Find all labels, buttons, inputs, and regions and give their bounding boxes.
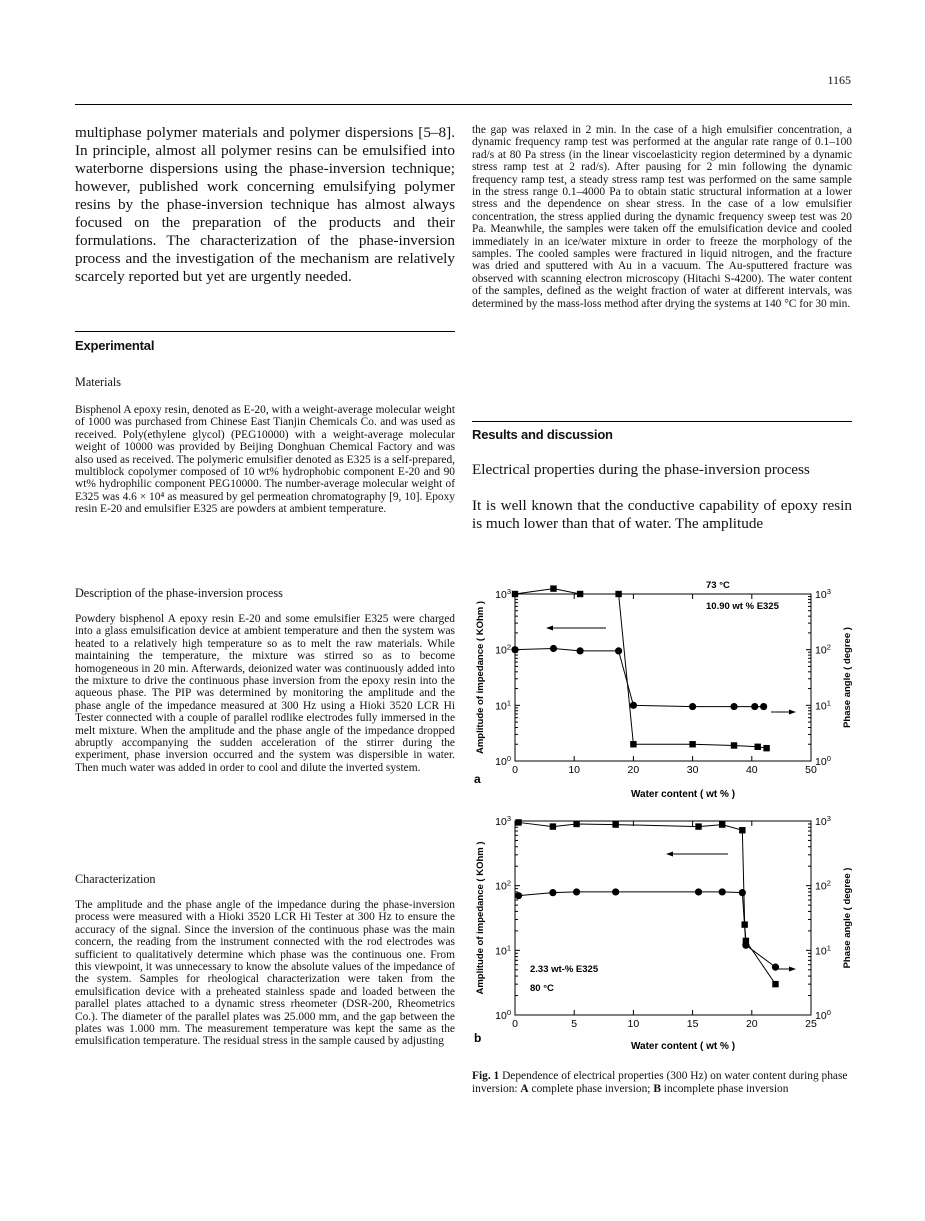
panel-b-annotation: 80 °C	[530, 983, 554, 994]
panel-b-y-axis-label-right: Phase angle ( degree )	[842, 867, 853, 969]
panel-a-data-point-circle	[760, 703, 767, 710]
panel-a-x-tick-label: 10	[568, 764, 581, 776]
panel-b-data-point-square	[772, 981, 778, 987]
characterization-paragraph: The amplitude and the phase angle of the impedance during the phase-inversion process were measured with a Hioki 3520 LCR Hi Tester at 300 Hz to ensure the accuracy of the signal. Since the inversion of the continuous phase was the main concern, the reading from the instrument connected with the rod electrodes was sufficient to qualitatively determine which phase was the continuous one. From this viewpoint, it was unnecessary to know the absolute values of the impedance of the system. Samples for rheological characterization were taken from the emulsification device with a preheated stainless spade and loaded between the parallel plates attached to a dynamic stress rheometer (DSR-200, Rheometrics Co.). The diameter of the parallel plates was 25.000 mm, and the gap between the plates was 1.000 mm. The measurement temperature was kept the same as the emulsification temperature. The residual stress in the sample caused by adjusting	[75, 899, 455, 1048]
panel-a-data-point-circle	[751, 703, 758, 710]
section-rule-results	[472, 421, 852, 422]
panel-a-data-point-circle	[730, 703, 737, 710]
electrical-heading: Electrical properties during the phase-inversion process	[472, 461, 810, 478]
panel-b-data-point-square	[719, 821, 725, 827]
panel-b-data-point-square	[550, 823, 556, 829]
panel-a-y-tick-label-right: $10^2$	[815, 642, 831, 657]
panel-a-annotation: 10.90 wt % E325	[706, 601, 779, 612]
panel-b-y-tick-label-left: $10^3$	[495, 814, 511, 828]
panel-a-data-point-circle	[689, 703, 696, 710]
panel-b-x-tick-label: 15	[686, 1018, 699, 1030]
panel-b-y-tick-label-left: $10^2$	[495, 878, 511, 893]
panel-a-x-tick-label: 30	[686, 764, 699, 776]
panel-b-data-point-circle	[549, 889, 556, 896]
materials-paragraph: Bisphenol A epoxy resin, denoted as E-20, with a weight-average molecular weight of 1000 was purchased from Chinese East Tianjin Chemicals Co. and was used as received. Poly(ethylene glycol) (PEG10000) with a weight-average molecular weight of 10000 was provided by Beijing Donghuan Chemical Factory and was also used as received. The polymeric emulsifier denoted as E325 is a self-prepared, multiblock copolymer composed of 10 wt% hydrophobic component E-20 and 90 wt% hydrophilic component PEG10000. The number-average molecular weight of E325 was 4.6 × 10⁴ as measured by gel permeation chromatography [9, 10]. Epoxy resin E-20 and emulsifier E325 are powders at ambient temperature.	[75, 404, 455, 516]
panel-a-series-square-line	[515, 589, 767, 749]
caption-a-text: complete phase inversion;	[531, 1083, 651, 1096]
panel-b-arrow-left-head	[666, 852, 673, 857]
panel-b-data-point-square	[739, 827, 745, 833]
characterization-heading: Characterization	[75, 872, 156, 886]
panel-b-data-point-circle	[695, 888, 702, 895]
panel-a-y-tick-label-right: $10^1$	[815, 698, 831, 713]
panel-b-x-tick-label: 0	[512, 1018, 518, 1030]
panel-a-arrow-right-head	[789, 710, 796, 715]
page-number: 1165	[827, 73, 851, 87]
panel-a-data-point-square	[615, 591, 621, 597]
panel-b-x-axis-label: Water content ( wt % )	[630, 1041, 736, 1052]
figure-1	[466, 572, 866, 1060]
panel-b-x-tick-label: 5	[571, 1018, 578, 1030]
header-rule	[75, 104, 852, 105]
panel-a-y-tick-label-right: $10^3$	[815, 587, 831, 601]
panel-a-y-tick-label-right: $10^0$	[815, 754, 831, 768]
panel-a-y-axis-label-left: Amplitude of impedance ( KOhm )	[475, 600, 486, 755]
panel-a-y-tick-label-left: $10^2$	[495, 642, 511, 657]
panel-b-series-circle-line	[519, 892, 776, 967]
panel-a-x-tick-label: 50	[805, 764, 817, 776]
panel-a-panel-label: a	[474, 772, 481, 786]
panel-b-y-tick-label-left: $10^0$	[495, 1008, 511, 1022]
description-paragraph: Powdery bisphenol A epoxy resin E-20 and some emulsifier E325 were charged into a glass emulsification device at ambient temperature and then the system was heated to a relatively high temperature so as to melt the raw materials. While maintaining the temperature, the mixture was stirred so as to become homogeneous in 20 min. Afterwards, deionized water was continuously added into the mixture to drive the continuous phase inversion from the epoxy resin into the aqueous phase. The PIP was determined by monitoring the amplitude and the phase angle of the impedance measured at 300 Hz using a Hioki 3520 LCR Hi Tester connected with a couple of parallel rodlike electrodes fully immersed in the melt mixture. When the amplitude and the phase angle of the impedance dropped abruptly accompanying the sudden acceleration of the stirrer during the experiment, phase inversion occurred and the system was dispersible in water. Then much water was added in order to cool and dilute the inverted system.	[75, 613, 455, 774]
experimental-heading: Experimental	[75, 338, 155, 353]
panel-a-data-point-square	[550, 585, 556, 591]
panel-b-data-point-circle	[719, 888, 726, 895]
intro-paragraph: multiphase polymer materials and polymer dispersions [5–8]. In principle, almost all polymer resins can be emulsified into waterborne dispersions using the phase-inversion technique; however, published work concerning emulsifying polymer resins by the phase-inversion technique has almost always focused on the preparation of the products and their formulations. The characterization of the phase-inversion process and the investigation of the mechanism are relatively scarcely reported but yet are urgently needed.	[75, 124, 455, 285]
panel-b-data-point-circle	[772, 964, 779, 971]
panel-a-data-point-circle	[550, 645, 557, 652]
panel-b-y-tick-label-right: $10^2$	[815, 878, 831, 893]
panel-a-data-point-square	[630, 741, 636, 747]
caption-b-label: B	[653, 1083, 661, 1096]
section-rule-experimental	[75, 331, 455, 332]
panel-b-y-tick-label-left: $10^1$	[495, 943, 511, 958]
panel-a-data-point-square	[755, 744, 761, 750]
electrical-paragraph: It is well known that the conductive capability of epoxy resin is much lower than that of water. The amplitude	[472, 497, 852, 532]
panel-a-data-point-circle	[615, 647, 622, 654]
caption-label: Fig. 1	[472, 1070, 500, 1082]
caption-b-text: incomplete phase inversion	[663, 1083, 789, 1096]
panel-b-y-tick-label-right: $10^3$	[815, 814, 831, 828]
panel-b-data-point-circle	[612, 888, 619, 895]
panel-b-x-tick-label: 10	[627, 1018, 640, 1030]
panel-a-annotation: 73 °C	[706, 580, 730, 591]
panel-a-x-tick-label: 0	[512, 764, 518, 776]
panel-b-data-point-circle	[573, 888, 580, 895]
panel-b-data-point-square	[515, 819, 521, 825]
figure-caption	[472, 1070, 852, 1096]
panel-b-data-point-circle	[739, 889, 746, 896]
panel-b-annotation: 2.33 wt-% E325	[530, 964, 599, 975]
panel-a-data-point-circle	[577, 647, 584, 654]
panel-b-series-square-line	[519, 822, 776, 984]
panel-b-plot-frame	[515, 821, 811, 1015]
panel-b-x-tick-label: 20	[745, 1018, 758, 1030]
panel-b-data-point-square	[573, 821, 579, 827]
panel-b-y-tick-label-right: $10^0$	[815, 1008, 831, 1022]
caption-a-label: A	[520, 1083, 529, 1096]
panel-b-x-tick-label: 25	[805, 1018, 817, 1030]
panel-a-x-tick-label: 40	[745, 764, 758, 776]
description-heading: Description of the phase-inversion process	[75, 586, 283, 600]
panel-a-data-point-circle	[630, 702, 637, 709]
panel-b-data-point-square	[695, 823, 701, 829]
panel-b-y-axis-label-left: Amplitude of impedance ( KOhm )	[475, 841, 486, 995]
panel-a-series-circle-line	[515, 648, 764, 706]
panel-a-data-point-circle	[511, 646, 518, 653]
panel-a-y-tick-label-left: $10^3$	[495, 587, 511, 601]
panel-b-arrow-right-head	[789, 967, 796, 972]
panel-b-y-tick-label-right: $10^1$	[815, 943, 831, 958]
panel-a-data-point-square	[577, 591, 583, 597]
panel-a-data-point-square	[689, 741, 695, 747]
panel-b-data-point-circle	[742, 942, 749, 949]
panel-a-arrow-left-head	[546, 626, 553, 631]
panel-a-data-point-square	[731, 742, 737, 748]
panel-a-data-point-square	[763, 745, 769, 751]
caption-text: Dependence of electrical properties (300 Hz) on water content during phase inversion:	[472, 1070, 848, 1096]
panel-a-data-point-square	[512, 591, 518, 597]
panel-a-y-tick-label-left: $10^1$	[495, 698, 511, 713]
panel-a-x-axis-label: Water content ( wt % )	[630, 789, 736, 800]
panel-a-y-tick-label-left: $10^0$	[495, 754, 511, 768]
panel-a-x-tick-label: 20	[627, 764, 640, 776]
results-heading: Results and discussion	[472, 427, 613, 442]
continued-paragraph: the gap was relaxed in 2 min. In the case of a high emulsifier concentration, a dynamic frequency ramp test was performed at the angular rate range of 0.1–100 rad/s at 80 Pa stress (in the linear viscoelasticity region determined by a dynamic stress ramp test at 2 rad/s). After pausing for 2 min following the dynamic frequency ramp test, a steady stress ramp test was performed on the same sample in the stress range 0.1–4000 Pa to obtain static structural information at a lower stress and the dependence on shear stress. In the case of a low emulsifier concentration, the stress applied during the dynamic frequency sweep test was 20 Pa. Meanwhile, the samples were taken off the emulsification device and cooled immediately in an ice/water mixture in order to freeze the morphology of the samples. The cooled samples were fractured in liquid nitrogen, and the fracture was dried and sputtered with Au in a vacuum. The Au-sputtered fracture was observed with scanning electron microscopy (Hitachi S-4200). The water content of the samples, defined as the weight fraction of water at different intervals, was determined by the mass-loss method after drying the systems at 140 °C for 30 min.	[472, 124, 852, 310]
panel-b-data-point-circle	[515, 892, 522, 899]
materials-heading: Materials	[75, 375, 122, 389]
panel-a-plot-frame	[515, 594, 811, 761]
panel-b-data-point-square	[612, 821, 618, 827]
panel-a-y-axis-label-right: Phase angle ( degree )	[842, 627, 853, 728]
panel-b-panel-label: b	[474, 1031, 482, 1045]
